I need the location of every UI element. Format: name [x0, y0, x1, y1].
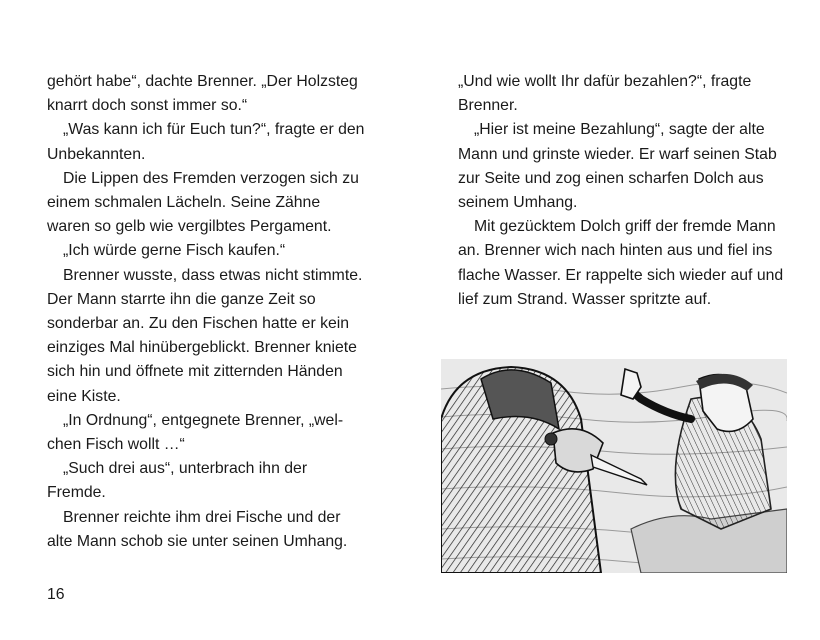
paragraph: „Ich würde gerne Fisch kaufen.“	[63, 242, 286, 260]
paragraph: „Und wie wollt Ihr dafür bezahlen?“, fragte Brenner.	[458, 73, 752, 115]
paragraph: „Such drei aus“, unterbrach ihn der Fremde.	[47, 460, 308, 502]
paragraph: Mit gezücktem Dolch griff der fremde Mann an. Brenner wich nach hinten aus und fiel ins flache Wasser. Er rappelte sich wieder auf und lief zum Strand. Wasser spritzte auf.	[458, 218, 784, 308]
paragraph: Die Lippen des Fremden verzogen sich zu einem schmalen Lächeln. Seine Zähne waren so gelb wie vergilbtes Pergament.	[47, 169, 359, 236]
paragraph: gehört habe“, dachte Brenner. „Der Holzsteg knarrt doch sonst immer so.“	[47, 73, 358, 115]
paragraph: „Hier ist meine Bezahlung“, sagte der alte Mann und grinste wieder. Er warf seinen Stab zur Seite und zog einen scharfen Dolch aus seinem Umhang.	[458, 121, 777, 212]
illustration-dagger-attack	[441, 359, 787, 573]
right-text-column	[458, 70, 788, 312]
paragraph: „Was kann ich für Euch tun?“, fragte er den Unbekannten.	[47, 121, 365, 163]
paragraph: Brenner wusste, dass etwas nicht stimmte. Der Mann starrte ihn die ganze Zeit so sonderbar an. Zu den Fischen hatte er kein einziges Mal hinübergeblickt. Brenner kniete sich hin und öffnete mit zitternden Händen eine Kiste.	[47, 266, 363, 405]
page-number: 16	[47, 586, 65, 603]
paragraph: Brenner reichte ihm drei Fische und der alte Mann schob sie unter seinen Umhang.	[47, 508, 348, 550]
paragraph: „In Ordnung“, entgegnete Brenner, „welchen Fisch wollt …“	[47, 411, 344, 454]
left-text-column	[47, 70, 367, 554]
